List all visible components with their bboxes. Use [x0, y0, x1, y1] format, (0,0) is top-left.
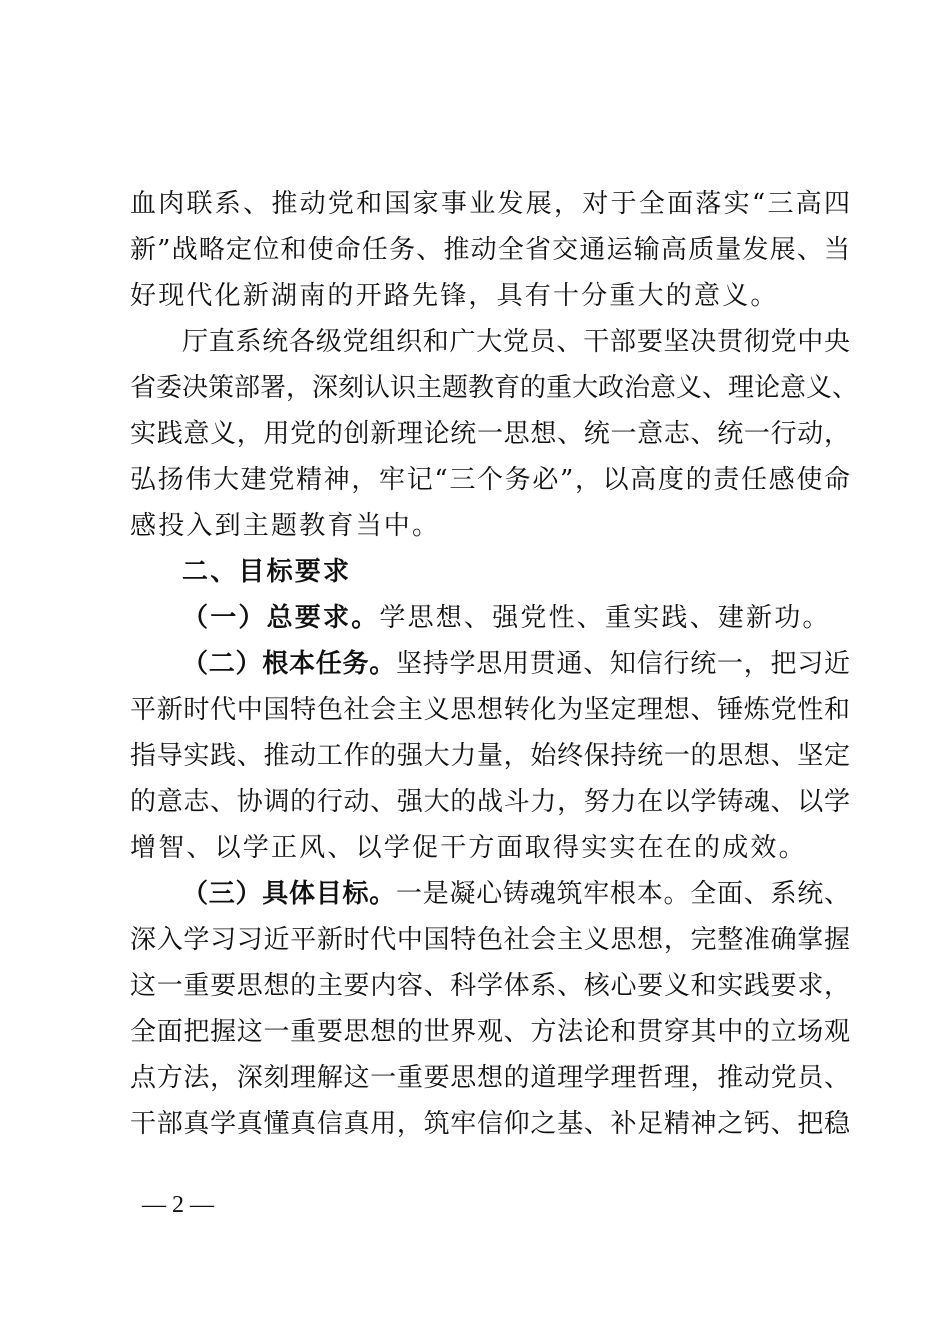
p5-line-1 [182, 871, 850, 917]
p5-text-first: 一是凝心铸魂筑牢根本。全面、系统、 [396, 879, 850, 909]
p5-line-2: 深入学习习近平新时代中国特色社会主义思想，完整准确掌握 [130, 925, 850, 955]
p4-line-5: 增智、以学正风、以学促干方面取得实实在在的成效。 [130, 833, 807, 863]
p3-label: （一）总要求。 [182, 603, 380, 633]
p4-line-2: 平新时代中国特色社会主义思想转化为坚定理想、锤炼党性和 [130, 695, 850, 725]
p1-line-1: 血肉联系、推动党和国家事业发展，对于全面落实“三高四 [130, 189, 850, 219]
p1-line-3: 好现代化新湖南的开路先锋，具有十分重大的意义。 [130, 281, 779, 311]
p4-label: （二）根本任务。 [182, 649, 396, 679]
page-number: — 2 — [142, 1192, 214, 1218]
p5-line-3: 这一重要思想的主要内容、科学体系、核心要义和实践要求， [130, 971, 850, 1001]
p5-line-6: 干部真学真懂真信真用，筑牢信仰之基、补足精神之钙、把稳 [130, 1109, 850, 1139]
p4-line-4: 的意志、协调的行动、强大的战斗力，努力在以学铸魂、以学 [130, 787, 850, 817]
p4-text-first: 坚持学思用贯通、知信行统一，把习近 [396, 649, 850, 679]
p5-line-4: 全面把握这一重要思想的世界观、方法论和贯穿其中的立场观 [130, 1017, 850, 1047]
p5-line-5: 点方法，深刻理解这一重要思想的道理学理哲理，推动党员、 [130, 1063, 850, 1093]
p4-line-1 [182, 641, 850, 687]
section-heading: 二、目标要求 [182, 557, 352, 587]
p2-line-5: 感投入到主题教育当中。 [130, 511, 441, 541]
p2-line-1: 厅直系统各级党组织和广大党员、干部要坚决贯彻党中央 [182, 327, 850, 357]
p3-line-1 [182, 595, 850, 641]
p4-line-3: 指导实践、推动工作的强大力量，始终保持统一的思想、坚定 [130, 741, 850, 771]
p2-line-3: 实践意义，用党的创新理论统一思想、统一意志、统一行动， [130, 419, 850, 449]
p1-line-2: 新”战略定位和使命任务、推动全省交通运输高质量发展、当 [130, 235, 850, 265]
p3-text: 学思想、强党性、重实践、建新功。 [379, 603, 831, 633]
p2-line-2: 省委决策部署，深刻认识主题教育的重大政治意义、理论意义、 [130, 373, 859, 403]
p2-line-4: 弘扬伟大建党精神，牢记“三个务必”，以高度的责任感使命 [130, 465, 850, 495]
p5-label: （三）具体目标。 [182, 879, 396, 909]
